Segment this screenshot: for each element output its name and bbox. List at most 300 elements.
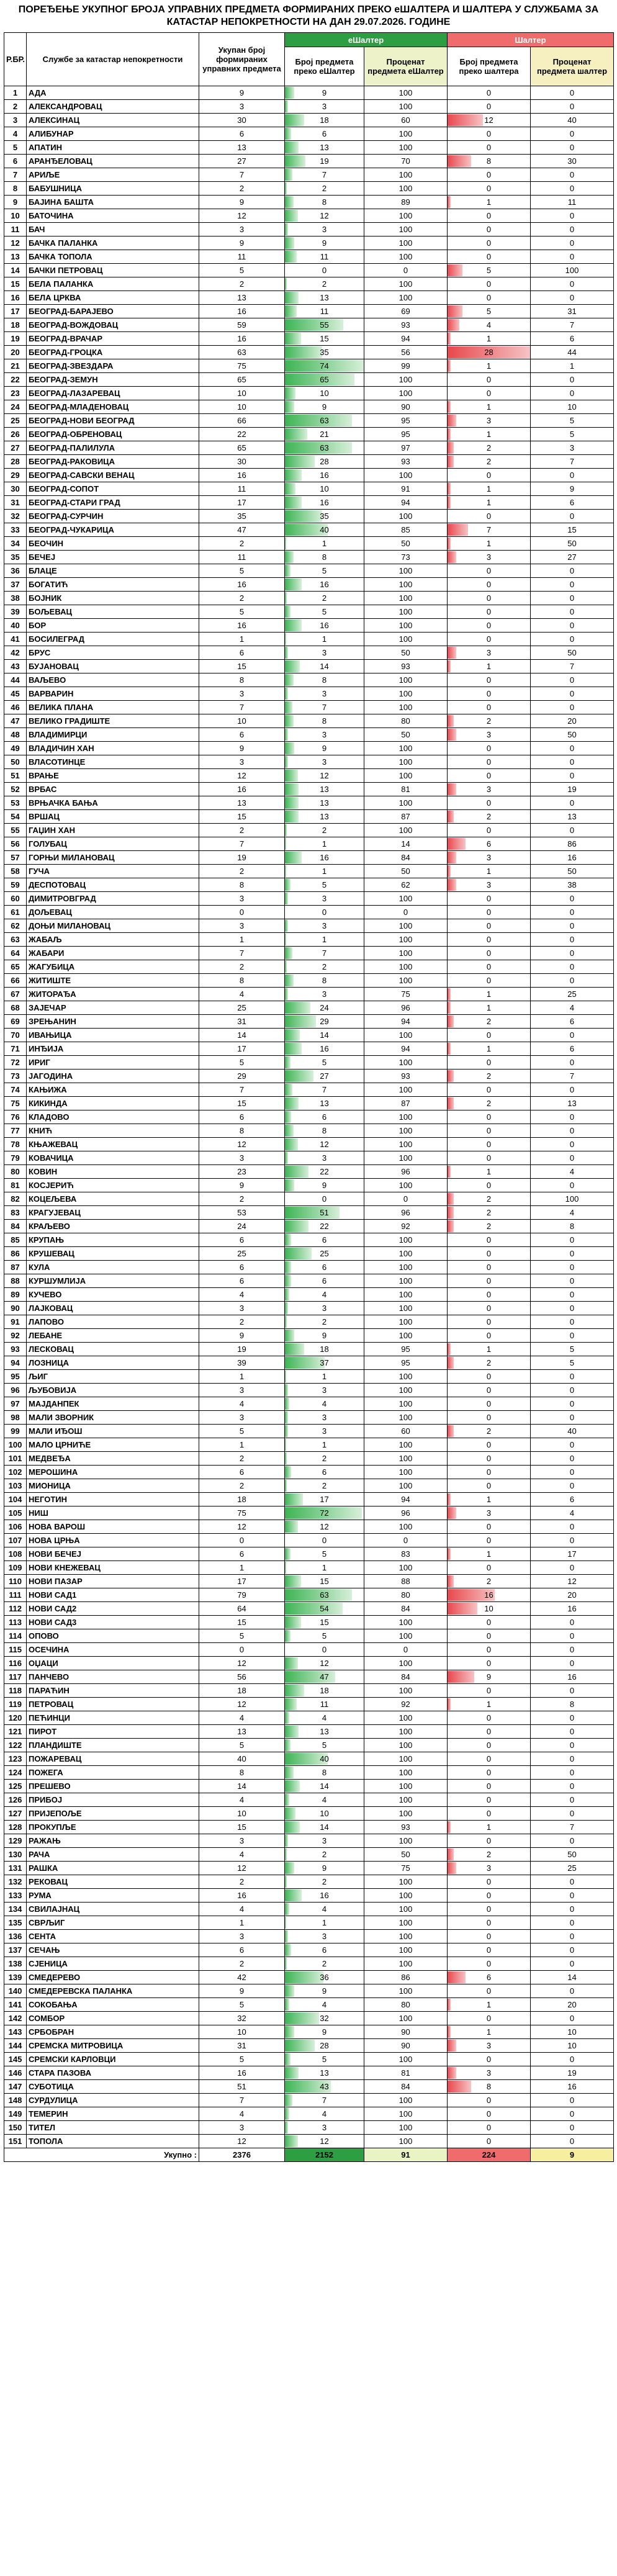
row-pct-e: 100 <box>364 701 448 714</box>
row-broj-s <box>448 1397 531 1411</box>
row-broj-e <box>285 755 364 769</box>
row-broj-s <box>448 1643 531 1657</box>
row-pct-e: 100 <box>364 1930 448 1943</box>
broj-s-value: 3 <box>486 1508 492 1518</box>
row-broj-s <box>448 1752 531 1766</box>
row-number: 108 <box>4 1547 27 1561</box>
row-name: БЕОГРАД-ЗЕМУН <box>27 373 199 387</box>
row-name: БЕОГРАД-САВСКИ ВЕНАЦ <box>27 469 199 482</box>
row-name: ВРАЊЕ <box>27 769 199 783</box>
table-row <box>4 1725 614 1739</box>
row-name: СУРДУЛИЦА <box>27 2094 199 2107</box>
row-pct-e: 100 <box>364 387 448 400</box>
table-row <box>4 1875 614 1889</box>
broj-s-value: 0 <box>486 921 492 930</box>
row-number: 141 <box>4 1998 27 2012</box>
row-broj-s <box>448 1875 531 1889</box>
broj-e-value: 72 <box>320 1508 329 1518</box>
row-name: БОЈНИК <box>27 592 199 605</box>
broj-s-value: 0 <box>486 566 492 575</box>
row-name: КОСЈЕРИЋ <box>27 1179 199 1192</box>
broj-s-value: 3 <box>486 1863 492 1873</box>
row-ukupno: 59 <box>199 318 285 332</box>
row-pct-s: 0 <box>531 141 614 155</box>
row-broj-s <box>448 1602 531 1616</box>
row-pct-e: 92 <box>364 1698 448 1711</box>
row-pct-e: 100 <box>364 605 448 619</box>
table-row <box>4 455 614 469</box>
table-row <box>4 1943 614 1957</box>
row-pct-s: 0 <box>531 1930 614 1943</box>
broj-e-value: 8 <box>322 716 327 726</box>
table-row <box>4 359 614 373</box>
row-number: 63 <box>4 933 27 947</box>
row-broj-e <box>285 2053 364 2066</box>
row-pct-e: 75 <box>364 988 448 1001</box>
row-number: 76 <box>4 1110 27 1124</box>
broj-e-value: 3 <box>322 757 327 767</box>
row-pct-e: 80 <box>364 714 448 728</box>
row-number: 111 <box>4 1588 27 1602</box>
table-row <box>4 1684 614 1698</box>
row-broj-s <box>448 141 531 155</box>
row-pct-s: 0 <box>531 974 614 988</box>
row-pct-e: 69 <box>364 305 448 318</box>
broj-e-value: 14 <box>320 1822 329 1832</box>
row-pct-e: 100 <box>364 1766 448 1780</box>
row-number: 142 <box>4 2012 27 2025</box>
row-number: 133 <box>4 1889 27 1903</box>
broj-s-value: 0 <box>486 1959 492 1968</box>
row-name: ДИМИТРОВГРАД <box>27 892 199 906</box>
row-pct-s: 50 <box>531 865 614 878</box>
row-pct-s: 25 <box>531 988 614 1001</box>
row-pct-s: 0 <box>531 1793 614 1807</box>
row-broj-s <box>448 1056 531 1070</box>
broj-s-value: 2 <box>486 1071 492 1081</box>
broj-s-value: 2 <box>486 812 492 821</box>
row-name: ЛЕСКОВАЦ <box>27 1343 199 1356</box>
row-broj-s <box>448 2107 531 2121</box>
table-row <box>4 1151 614 1165</box>
row-number: 10 <box>4 209 27 223</box>
row-name: ИНЂИЈА <box>27 1042 199 1056</box>
row-pct-s: 0 <box>531 1261 614 1274</box>
broj-e-value: 8 <box>322 1768 327 1777</box>
row-pct-e: 100 <box>364 373 448 387</box>
row-pct-e: 60 <box>364 1425 448 1438</box>
broj-s-value: 0 <box>486 1713 492 1723</box>
row-broj-s <box>448 455 531 469</box>
row-number: 113 <box>4 1616 27 1629</box>
broj-s-value: 0 <box>486 1385 492 1395</box>
row-broj-e <box>285 1930 364 1943</box>
table-row <box>4 1192 614 1206</box>
row-broj-e <box>285 523 364 537</box>
broj-s-value: 5 <box>486 266 492 275</box>
row-pct-s: 13 <box>531 810 614 824</box>
table-row <box>4 1097 614 1110</box>
row-ukupno: 2 <box>199 1315 285 1329</box>
row-broj-s <box>448 1206 531 1220</box>
row-pct-e: 94 <box>364 496 448 510</box>
broj-e-value: 6 <box>322 1263 327 1272</box>
row-number: 12 <box>4 236 27 250</box>
table-row <box>4 2053 614 2066</box>
row-pct-e: 100 <box>364 1684 448 1698</box>
row-broj-e <box>285 2121 364 2135</box>
broj-s-value: 2 <box>486 716 492 726</box>
row-name: ГАЏИН ХАН <box>27 824 199 837</box>
row-broj-s <box>448 810 531 824</box>
table-row <box>4 1698 614 1711</box>
row-number: 103 <box>4 1479 27 1493</box>
row-pct-s: 0 <box>531 919 614 933</box>
broj-e-value: 2 <box>322 279 327 289</box>
row-pct-s: 0 <box>531 1315 614 1329</box>
row-ukupno: 8 <box>199 1124 285 1138</box>
row-pct-s: 0 <box>531 673 614 687</box>
broj-e-value: 16 <box>320 1044 329 1053</box>
table-row <box>4 114 614 127</box>
row-pct-e: 100 <box>364 1957 448 1971</box>
row-broj-e <box>285 332 364 346</box>
row-broj-e <box>285 1575 364 1588</box>
row-ukupno: 3 <box>199 919 285 933</box>
broj-s-value: 0 <box>486 771 492 780</box>
row-broj-e <box>285 1971 364 1984</box>
row-pct-e: 50 <box>364 728 448 742</box>
row-broj-e <box>285 127 364 141</box>
row-pct-e: 100 <box>364 1889 448 1903</box>
row-ukupno: 3 <box>199 100 285 114</box>
row-ukupno: 10 <box>199 2025 285 2039</box>
row-pct-e: 73 <box>364 551 448 564</box>
row-name: ДЕСПОТОВАЦ <box>27 878 199 892</box>
broj-s-value: 1 <box>486 402 492 412</box>
broj-s-value: 0 <box>486 894 492 903</box>
row-number: 127 <box>4 1807 27 1821</box>
row-name: КУЛА <box>27 1261 199 1274</box>
row-pct-s: 0 <box>531 1466 614 1479</box>
row-name: РЕКОВАЦ <box>27 1875 199 1889</box>
row-broj-e <box>285 2094 364 2107</box>
row-broj-e <box>285 851 364 865</box>
table-row <box>4 810 614 824</box>
row-pct-e: 100 <box>364 2094 448 2107</box>
row-ukupno: 14 <box>199 1029 285 1042</box>
row-number: 120 <box>4 1711 27 1725</box>
row-broj-s <box>448 728 531 742</box>
row-pct-s: 5 <box>531 414 614 428</box>
broj-e-value: 65 <box>320 375 329 384</box>
broj-e-value: 16 <box>320 498 329 507</box>
row-ukupno: 5 <box>199 605 285 619</box>
row-number: 9 <box>4 196 27 209</box>
table-row <box>4 2135 614 2148</box>
row-broj-e <box>285 469 364 482</box>
row-pct-s: 0 <box>531 796 614 810</box>
row-number: 48 <box>4 728 27 742</box>
broj-s-value: 0 <box>486 1058 492 1067</box>
row-ukupno: 3 <box>199 223 285 236</box>
row-pct-e: 100 <box>364 2121 448 2135</box>
row-ukupno: 13 <box>199 141 285 155</box>
row-broj-e <box>285 1984 364 1998</box>
row-number: 56 <box>4 837 27 851</box>
row-name: БЕОГРАД-СУРЧИН <box>27 510 199 523</box>
row-broj-e <box>285 168 364 182</box>
row-ukupno: 15 <box>199 810 285 824</box>
broj-e-value: 16 <box>320 1891 329 1900</box>
row-ukupno: 15 <box>199 1097 285 1110</box>
row-broj-e <box>285 1698 364 1711</box>
row-broj-e <box>285 919 364 933</box>
row-broj-s <box>448 1766 531 1780</box>
table-row <box>4 1616 614 1629</box>
broj-s-value: 0 <box>486 634 492 644</box>
row-broj-e <box>285 2107 364 2121</box>
row-broj-e <box>285 1425 364 1438</box>
broj-e-value: 2 <box>322 1317 327 1326</box>
row-broj-e <box>285 1124 364 1138</box>
row-ukupno: 3 <box>199 892 285 906</box>
row-name: ИРИГ <box>27 1056 199 1070</box>
broj-s-value: 0 <box>486 962 492 971</box>
row-broj-e <box>285 264 364 277</box>
broj-e-value: 9 <box>322 1986 327 1996</box>
row-name: БЕОГРАД-ЗВЕЗДАРА <box>27 359 199 373</box>
row-pct-s: 0 <box>531 1903 614 1916</box>
row-broj-s <box>448 277 531 291</box>
row-broj-s <box>448 2066 531 2080</box>
row-name: ЗРЕЊАНИН <box>27 1015 199 1029</box>
row-pct-e: 100 <box>364 619 448 633</box>
row-ukupno: 7 <box>199 168 285 182</box>
broj-s-value: 0 <box>486 1781 492 1791</box>
broj-s-value: 2 <box>486 1577 492 1586</box>
row-name: НОВИ КНЕЖЕВАЦ <box>27 1561 199 1575</box>
row-pct-s: 0 <box>531 1943 614 1957</box>
broj-s-value: 0 <box>486 2055 492 2064</box>
row-broj-s <box>448 414 531 428</box>
row-ukupno: 12 <box>199 2135 285 2148</box>
row-number: 75 <box>4 1097 27 1110</box>
row-pct-e: 100 <box>364 127 448 141</box>
broj-e-value: 14 <box>320 662 329 671</box>
row-broj-s <box>448 196 531 209</box>
row-broj-s <box>448 742 531 755</box>
broj-s-value: 0 <box>486 2123 492 2132</box>
row-ukupno: 15 <box>199 1616 285 1629</box>
row-ukupno: 4 <box>199 2107 285 2121</box>
row-ukupno: 42 <box>199 1971 285 1984</box>
row-ukupno: 31 <box>199 1015 285 1029</box>
row-ukupno: 2 <box>199 592 285 605</box>
row-broj-s <box>448 892 531 906</box>
broj-e-value: 5 <box>322 1741 327 1750</box>
broj-e-value: 63 <box>320 443 329 453</box>
row-broj-s <box>448 865 531 878</box>
row-pct-e: 84 <box>364 851 448 865</box>
broj-s-value: 2 <box>486 1208 492 1217</box>
row-broj-s <box>448 988 531 1001</box>
row-number: 67 <box>4 988 27 1001</box>
broj-s-value: 0 <box>486 1918 492 1927</box>
row-broj-e <box>285 1780 364 1793</box>
row-broj-s <box>448 373 531 387</box>
table-row <box>4 1752 614 1766</box>
broj-s-value: 0 <box>486 1481 492 1490</box>
row-pct-s: 0 <box>531 1438 614 1452</box>
row-pct-s: 7 <box>531 660 614 673</box>
table-row <box>4 127 614 141</box>
row-pct-e: 14 <box>364 837 448 851</box>
broj-e-value: 2 <box>322 1481 327 1490</box>
row-broj-s <box>448 1821 531 1834</box>
row-name: КОЦЕЉЕВА <box>27 1192 199 1206</box>
table-row <box>4 1411 614 1425</box>
row-name: НОВА ВАРОШ <box>27 1520 199 1534</box>
row-broj-s <box>448 86 531 100</box>
row-ukupno: 8 <box>199 673 285 687</box>
broj-s-value: 2 <box>486 1358 492 1367</box>
broj-s-value: 0 <box>486 1891 492 1900</box>
row-broj-e <box>285 1384 364 1397</box>
row-broj-e <box>285 1670 364 1684</box>
row-pct-e: 100 <box>364 1807 448 1821</box>
table-row <box>4 1220 614 1233</box>
broj-e-value: 1 <box>322 1440 327 1449</box>
row-pct-s: 0 <box>531 564 614 578</box>
broj-s-value: 8 <box>486 156 492 166</box>
row-number: 130 <box>4 1848 27 1862</box>
row-broj-s <box>448 619 531 633</box>
table-row <box>4 496 614 510</box>
row-ukupno: 12 <box>199 209 285 223</box>
broj-s-value: 0 <box>486 1112 492 1122</box>
row-broj-s <box>448 1698 531 1711</box>
broj-s-value: 1 <box>486 989 492 999</box>
row-broj-s <box>448 2135 531 2148</box>
row-pct-s: 16 <box>531 851 614 865</box>
row-ukupno: 2 <box>199 537 285 551</box>
row-ukupno: 47 <box>199 523 285 537</box>
table-row <box>4 1165 614 1179</box>
broj-e-value: 55 <box>320 320 329 330</box>
row-broj-e <box>285 373 364 387</box>
row-broj-e <box>285 1329 364 1343</box>
broj-s-value: 0 <box>486 1030 492 1040</box>
broj-s-value: 0 <box>486 2109 492 2119</box>
broj-e-value: 15 <box>320 1577 329 1586</box>
broj-s-value: 0 <box>486 1945 492 1955</box>
row-ukupno: 2 <box>199 960 285 974</box>
row-pct-s: 0 <box>531 1151 614 1165</box>
row-broj-s <box>448 837 531 851</box>
row-pct-s: 27 <box>531 551 614 564</box>
broj-e-value: 5 <box>322 1549 327 1559</box>
table-row <box>4 1575 614 1588</box>
row-broj-s <box>448 592 531 605</box>
row-broj-s <box>448 1848 531 1862</box>
row-pct-s: 0 <box>531 1834 614 1848</box>
table-row <box>4 291 614 305</box>
broj-s-value: 0 <box>486 1181 492 1190</box>
row-broj-e <box>285 1943 364 1957</box>
row-broj-e <box>285 1629 364 1643</box>
row-broj-e <box>285 1397 364 1411</box>
row-pct-e: 100 <box>364 2135 448 2148</box>
row-pct-s: 0 <box>531 1875 614 1889</box>
row-pct-s: 3 <box>531 441 614 455</box>
row-number: 24 <box>4 400 27 414</box>
row-broj-e <box>285 646 364 660</box>
row-pct-s: 0 <box>531 933 614 947</box>
row-ukupno: 7 <box>199 837 285 851</box>
row-broj-s <box>448 1138 531 1151</box>
row-broj-s <box>448 250 531 264</box>
row-broj-e <box>285 1179 364 1192</box>
row-pct-e: 95 <box>364 1343 448 1356</box>
table-row <box>4 168 614 182</box>
broj-s-value: 0 <box>486 238 492 248</box>
row-broj-e <box>285 1274 364 1288</box>
broj-e-value: 15 <box>320 1618 329 1627</box>
broj-e-value: 40 <box>320 525 329 534</box>
table-row <box>4 1452 614 1466</box>
row-broj-s <box>448 100 531 114</box>
row-pct-s: 38 <box>531 878 614 892</box>
table-row <box>4 1083 614 1097</box>
row-broj-s <box>448 673 531 687</box>
row-pct-s: 0 <box>531 1233 614 1247</box>
row-name: ЖИТИШТЕ <box>27 974 199 988</box>
row-pct-e: 100 <box>364 1903 448 1916</box>
row-pct-e: 89 <box>364 196 448 209</box>
row-pct-e: 100 <box>364 236 448 250</box>
row-pct-e: 95 <box>364 428 448 441</box>
row-number: 26 <box>4 428 27 441</box>
row-number: 47 <box>4 714 27 728</box>
row-number: 110 <box>4 1575 27 1588</box>
row-broj-e <box>285 1616 364 1629</box>
row-name: СМЕДЕРЕВСКА ПАЛАНКА <box>27 1984 199 1998</box>
broj-e-value: 2 <box>322 1850 327 1859</box>
broj-s-value: 0 <box>486 1645 492 1654</box>
row-name: ОПОВО <box>27 1629 199 1643</box>
table-row <box>4 141 614 155</box>
row-pct-s: 4 <box>531 1506 614 1520</box>
broj-s-value: 0 <box>486 593 492 603</box>
broj-e-value: 7 <box>322 948 327 958</box>
broj-s-value: 1 <box>486 361 492 371</box>
broj-s-value: 3 <box>486 416 492 425</box>
row-ukupno: 10 <box>199 400 285 414</box>
broj-s-value: 0 <box>486 1795 492 1804</box>
broj-s-value: 1 <box>486 2027 492 2037</box>
row-pct-e: 100 <box>364 1780 448 1793</box>
row-ukupno: 18 <box>199 1684 285 1698</box>
row-broj-e <box>285 1151 364 1165</box>
broj-s-value: 2 <box>486 457 492 466</box>
row-pct-s: 0 <box>531 2121 614 2135</box>
row-broj-e <box>285 1165 364 1179</box>
row-number: 80 <box>4 1165 27 1179</box>
row-number: 37 <box>4 578 27 592</box>
table-row <box>4 974 614 988</box>
row-ukupno: 3 <box>199 1930 285 1943</box>
